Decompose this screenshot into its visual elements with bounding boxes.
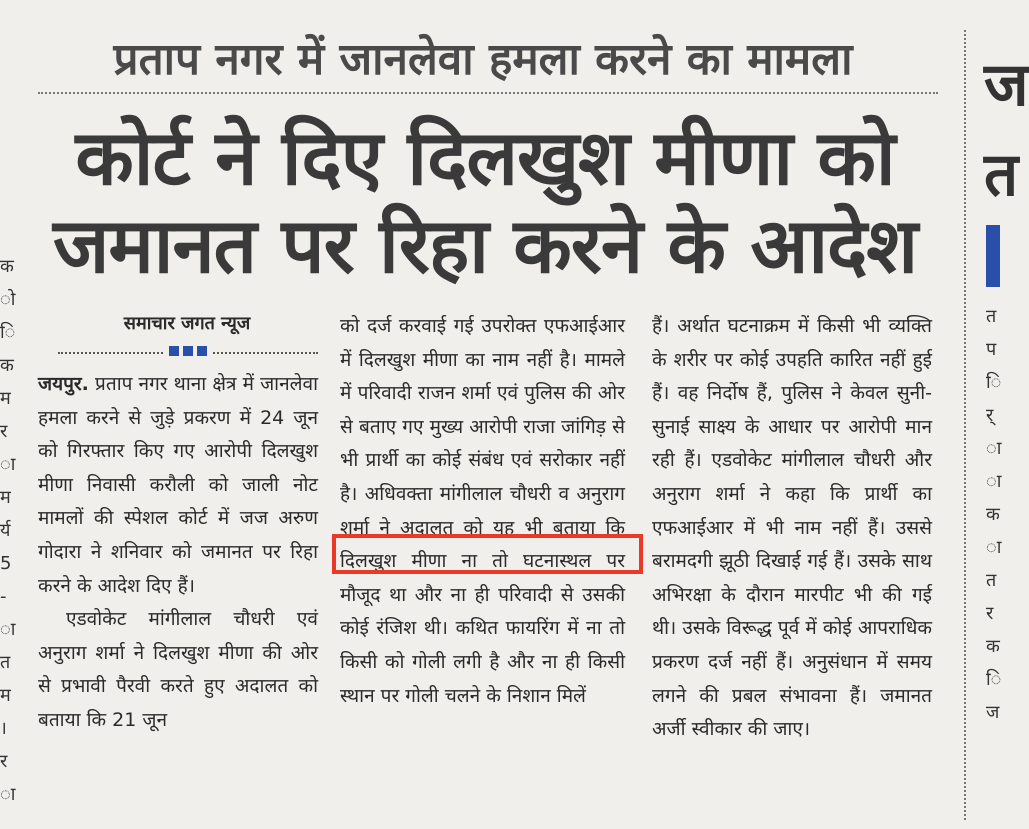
column-rail-divider <box>964 30 966 820</box>
edge-fragment: 5 <box>0 553 12 574</box>
column-2-text: को दर्ज करवाई गई उपरोक्त एफआईआर में दिलखुश मीणा का नाम नहीं है। मामले में परिवादी राजन शर्मा एवं पुलिस की ओर से बताए गए मुख्य आरोपी राजा जांगिड़ से भी प्रार्थी का कोई संबंध एवं सरोकार नहीं है। अधिवक्ता मांगीलाल चौधरी व अनुराग शर्मा ने अदालत को यह भी बताया कि दिलखुश मीणा ना तो घटनास्थल पर मौजूद था और ना ही परिवादी से उसकी कोई रंजिश थी। कथित फायरिंग में ना तो किसी को गोली लगी है और ना ही किसी स्थान पर गोली चलने के निशान मिलें <box>340 315 625 707</box>
edge-fragment: ो <box>0 289 16 310</box>
article-column-3 <box>652 310 932 747</box>
edge-fragment: ज <box>986 702 1000 723</box>
edge-fragment: ा <box>0 454 16 475</box>
edge-fragment: ज <box>984 50 1029 120</box>
highlight-box <box>332 534 643 574</box>
edge-fragment: म <box>0 487 11 508</box>
square-ornament-icon <box>169 346 179 356</box>
edge-fragment: र <box>986 603 994 624</box>
article-column-2 <box>340 310 625 713</box>
edge-fragment: ा <box>986 537 1002 558</box>
edge-fragment: म <box>0 685 11 706</box>
article-column-1 <box>38 310 318 738</box>
edge-fragment: ि <box>986 372 1002 393</box>
edge-fragment: म <box>0 388 11 409</box>
edge-fragment: ा <box>0 784 16 805</box>
paragraph-1 <box>38 368 318 603</box>
edge-fragment: त <box>984 140 1019 210</box>
edge-fragment: । <box>0 718 7 739</box>
edge-fragment: र <box>0 421 8 442</box>
edge-fragment: ि <box>986 669 1002 690</box>
kicker-rule <box>38 92 938 94</box>
edge-fragment: क <box>0 256 14 277</box>
kicker-headline: प्रताप नगर में जानलेवा हमला करने का मामला <box>113 34 853 85</box>
edge-fragment: र् <box>986 405 994 426</box>
right-edge-big-fragments <box>984 40 1029 220</box>
square-ornament-icon <box>197 346 207 356</box>
square-ornament-icon <box>183 346 193 356</box>
byline-separator <box>58 344 318 362</box>
edge-fragment: ा <box>986 471 1002 492</box>
paragraph-2: एडवोकेट मांगीलाल चौधरी एवं अनुराग शर्मा ने दिलखुश मीणा की ओर से प्रभावी पैरवी करते हुए अदालत को बताया कि 21 जून <box>38 608 318 731</box>
edge-fragment: त <box>986 306 997 327</box>
edge-fragment: ा <box>0 619 16 640</box>
edge-fragment: ा <box>986 438 1002 459</box>
edge-fragment: क <box>986 504 1000 525</box>
column-3-text: हैं। अर्थात घटनाक्रम में किसी भी व्यक्ति के शरीर पर कोई उपहति कारित नहीं हुई हैं। वह निर्दोष हैं, पुलिस ने केवल सुनी-सुनाई साक्ष्य के आधार पर आरोपी मान रही हैं। एडवोकेट मांगीलाल चौधरी और अनुराग शर्मा ने कहा कि प्रार्थी का एफआईआर में भी नाम नहीं हैं। उससे बरामदगी झूठी दिखाई गई हैं। उसके साथ अभिरक्षा के दौरान मारपीट भी की गई थी। उसके विरूद्ध पूर्व में कोई आपराधिक प्रकरण दर्ज नहीं हैं। अनुसंधान में समय लगने की प्रबल संभावना हैं। जमानत अर्जी स्वीकार की जाए। <box>652 315 932 741</box>
byline: समाचार जगत न्यूज <box>123 313 251 334</box>
edge-fragment: त <box>0 652 11 673</box>
right-edge-fragments <box>986 300 1000 729</box>
edge-fragment: र्य <box>0 520 11 541</box>
left-edge-fragments <box>0 250 14 811</box>
edge-fragment: ि <box>0 322 16 343</box>
edge-fragment: प <box>986 339 997 360</box>
blue-accent-bar <box>986 225 1000 287</box>
edge-fragment: क <box>0 355 14 376</box>
paragraph-1-text: प्रताप नगर थाना क्षेत्र में जानलेवा हमला करने से जुड़े प्रकरण में 24 जून को गिरफ्तार किए गए आरोपी दिलखुश मीणा निवासी करौली को जाली नोट मामलों की स्पेशल कोर्ट में जज अरुण गोदारा ने शनिवार को जमानत पर रिहा करने के आदेश दिए हैं। <box>38 373 318 597</box>
edge-fragment: त <box>986 570 997 591</box>
headline-line-2: जमानत पर रिहा करने के आदेश <box>52 201 918 290</box>
edge-fragment: र <box>0 751 8 772</box>
dateline: जयपुर. <box>38 373 89 395</box>
headline-line-1: कोर्ट ने दिए दिलखुश मीणा को <box>75 113 895 202</box>
edge-fragment: क <box>986 636 1000 657</box>
edge-fragment: - <box>0 586 7 607</box>
